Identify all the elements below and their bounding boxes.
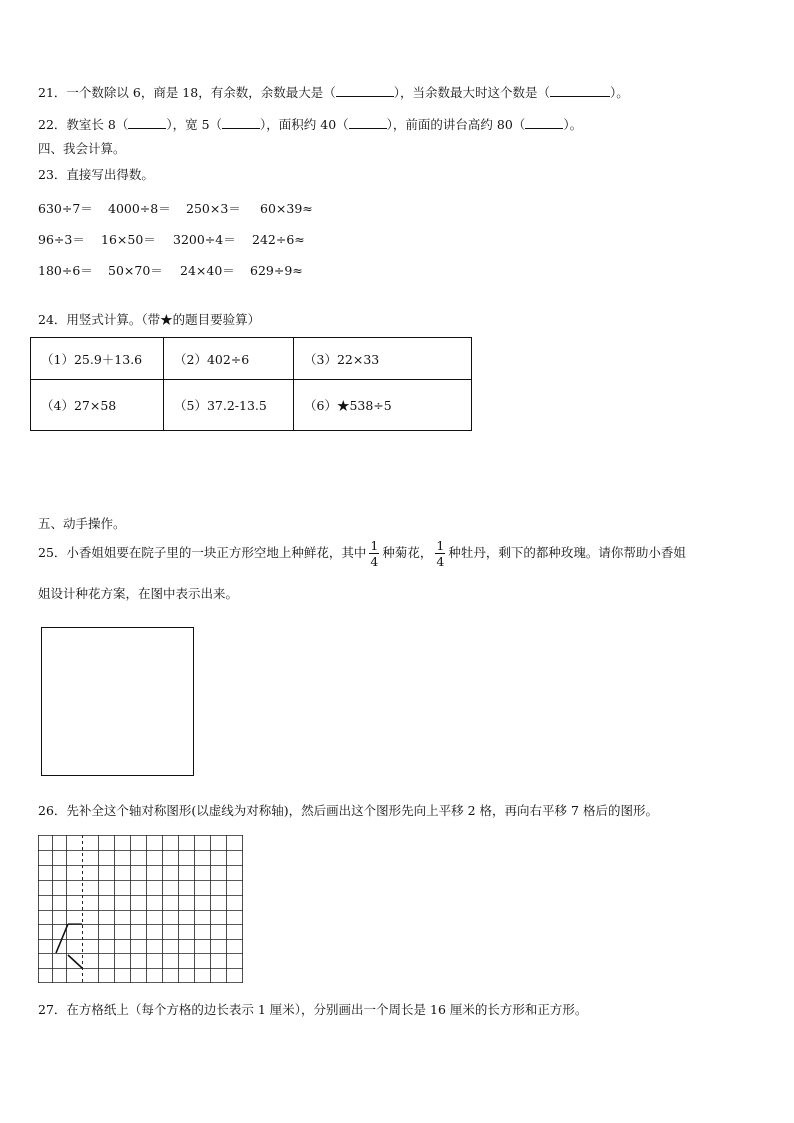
table-cell: （6）★538÷5 [294, 380, 472, 431]
fraction-denominator: 4 [370, 554, 379, 569]
answer-blank[interactable] [336, 84, 394, 97]
calc-item: 96÷3＝ [38, 232, 85, 247]
section-heading-5: 五、动手操作。 [38, 516, 126, 531]
square-garden-plot[interactable] [41, 627, 194, 776]
calc-row [38, 261, 323, 279]
question-22 [38, 116, 582, 133]
fraction-one-quarter [435, 538, 445, 569]
table-row [31, 380, 472, 431]
table-cell: （3）22×33 [294, 338, 472, 380]
q25-text-part2: 种菊花， [382, 545, 433, 560]
q22-text-a: 教室长 8（ [66, 117, 129, 132]
q25-text-part1: 25．小香姐姐要在院子里的一块正方形空地上种鲜花，其中 [38, 545, 367, 560]
calc-item: 24×40＝ [180, 263, 235, 278]
q22-number: 22． [38, 117, 67, 132]
answer-blank[interactable] [525, 116, 563, 129]
table-cell: （5）37.2-13.5 [164, 380, 294, 431]
q21-text-c: ）。 [609, 85, 629, 100]
calc-item: 50×70＝ [108, 263, 163, 278]
calc-item: 630÷7＝ [38, 201, 93, 216]
vertical-calculation-table [30, 337, 472, 431]
table-cell: （2）402÷6 [164, 338, 294, 380]
question-24-title: 24．用竖式计算。（带★的题目要验算） [38, 312, 261, 327]
calc-row [38, 230, 325, 248]
q22-text-b: ），宽 5（ [166, 117, 223, 132]
q25-text-part3: 种牡丹，剩下的都种玫瑰。请你帮助小香姐 [448, 545, 686, 560]
q22-text-c: ），面积约 40（ [260, 117, 349, 132]
calc-item: 180÷6＝ [38, 263, 93, 278]
q21-text-a: 一个数除以 6，商是 18，有余数，余数最大是（ [66, 85, 336, 100]
q21-number: 21． [38, 85, 67, 100]
answer-blank[interactable] [349, 116, 387, 129]
answer-blank[interactable] [128, 116, 166, 129]
question-23-title: 23．直接写出得数。 [38, 167, 154, 182]
table-cell: （1）25.9＋13.6 [31, 338, 164, 380]
answer-blank[interactable] [550, 84, 610, 97]
grid-paper[interactable] [38, 835, 244, 985]
q22-text-d: ），前面的讲台高约 80（ [386, 117, 526, 132]
table-row [31, 338, 472, 380]
half-figure-lower-segment [68, 955, 82, 968]
section-heading-4: 四、我会计算。 [38, 141, 126, 156]
question-25-line2: 姐设计种花方案，在图中表示出来。 [38, 586, 239, 601]
question-25 [38, 538, 686, 569]
fraction-one-quarter [369, 538, 379, 569]
calc-item: 250×3＝ [186, 201, 241, 216]
fraction-numerator: 1 [436, 538, 445, 553]
q22-text-e: ）。 [563, 117, 583, 132]
calc-item: 3200÷4＝ [173, 232, 236, 247]
fraction-denominator: 4 [436, 554, 445, 569]
table-cell: （4）27×58 [31, 380, 164, 431]
calc-item: 16×50＝ [101, 232, 156, 247]
calc-item: 60×39≈ [260, 201, 313, 216]
calc-item: 629÷9≈ [250, 263, 303, 278]
calc-row [38, 199, 333, 217]
question-21 [38, 84, 629, 101]
question-27: 27．在方格纸上（每个方格的边长表示 1 厘米），分别画出一个周长是 16 厘米的长方形和正方形。 [38, 1002, 588, 1017]
answer-blank[interactable] [222, 116, 260, 129]
calc-item: 4000÷8＝ [108, 201, 171, 216]
q21-text-b: ），当余数最大时这个数是（ [393, 85, 550, 100]
question-26: 26．先补全这个轴对称图形(以虚线为对称轴)，然后画出这个图形先向上平移 2 格，再向右平移 7 格后的图形。 [38, 803, 658, 818]
calc-item: 242÷6≈ [252, 232, 305, 247]
fraction-numerator: 1 [370, 538, 379, 553]
grid-lines [38, 835, 243, 983]
